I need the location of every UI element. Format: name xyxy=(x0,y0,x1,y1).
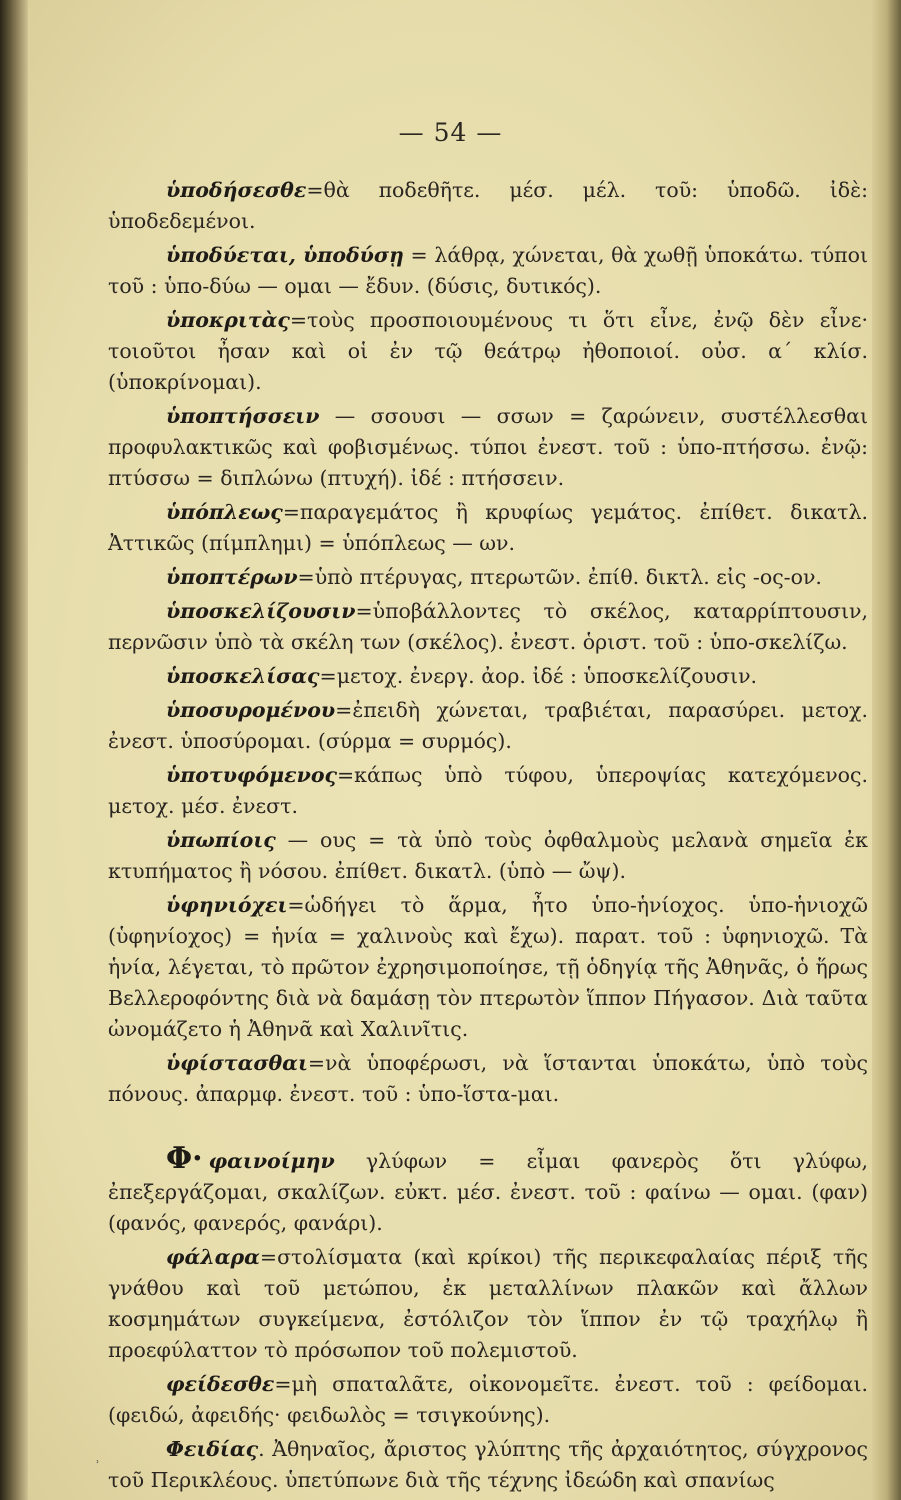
page-gutter xyxy=(0,0,28,1500)
entry-headword: ὑποδύεται, ὑποδύσῃ xyxy=(166,243,404,267)
entry-definition: =ἐπειδὴ χώνεται, τραβιέται, παρασύρει. μετοχ. ἐνεστ. ὑποσύρομαι. (σύρμα = συρμός). xyxy=(108,698,868,753)
glossary-entry xyxy=(108,695,868,757)
section-letter: Φ· xyxy=(166,1141,203,1176)
glossary-entry xyxy=(108,825,868,887)
phi-entries xyxy=(108,1143,868,1496)
entry-headword: ὑποσκελίσας xyxy=(166,664,320,688)
entry-headword: ὑφίστασθαι xyxy=(166,1051,308,1075)
page-number: — 54 — xyxy=(398,118,503,147)
entry-definition: . Ἀθηναῖος, ἄριστος γλύπτης τῆς ἀρχαιότητος, σύγχρονος τοῦ Περικλέους. ὑπετύπωνε διὰ τῆς τέχνης ἰδεώδη καὶ σπανίως xyxy=(108,1437,868,1492)
glossary-entry xyxy=(108,1048,868,1110)
entry-headword: ὑφηνιόχει xyxy=(166,893,288,917)
glossary-entry xyxy=(108,890,868,1045)
entry-headword: ὑποσυρομένου xyxy=(166,698,336,722)
glossary-text xyxy=(108,175,868,1499)
entry-headword: ὑπόπλεως xyxy=(166,500,283,524)
glossary-entry xyxy=(108,1434,868,1496)
entry-definition: =νὰ ὑποφέρωσι, νὰ ἵστανται ὑποκάτω, ὑπὸ τοὺς πόνους. ἀπαρμφ. ἐνεστ. τοῦ : ὑπο-ἵστα-μαι. xyxy=(108,1051,868,1106)
section-gap xyxy=(108,1113,868,1143)
glossary-entry xyxy=(108,1369,868,1431)
entry-definition: — σσουσι — σσων = ζαρώνειν, συστέλλεσθαι προφυλακτικῶς καὶ φοβισμένως. τύποι ἐνεστ. τοῦ : ὑπο-πτήσσω. ἐνῷ: πτύσσω = διπλώνω (πτυχή). ἰδέ : πτήσσειν. xyxy=(108,404,868,490)
entry-definition: =τοὺς προσποιουμένους τι ὅτι εἶνε, ἐνῷ δὲν εἶνε· τοιοῦτοι ἦσαν καὶ οἱ ἐν τῷ θεάτρῳ ἠθοποιοί. οὐσ. α΄ κλίσ. (ὑποκρίνομαι). xyxy=(108,308,868,394)
entry-definition: =στολίσματα (καὶ κρίκοι) τῆς περικεφαλαίας πέριξ τῆς γνάθου καὶ τοῦ μετώπου, ἐκ μεταλλίνων πλακῶν καὶ ἄλλων κοσμημάτων συγκείμενα, ἐστόλιζον τὸν ἵππον ἐν τῷ τραχήλῳ ἢ προεφύλαττον τὸ πρόσωπον τοῦ πολεμιστοῦ. xyxy=(108,1245,868,1362)
glossary-entry xyxy=(108,1143,868,1239)
glossary-entry xyxy=(108,760,868,822)
entry-headword: ὑποσκελίζουσιν xyxy=(166,599,356,623)
entry-definition: =κάπως ὑπὸ τύφου, ὑπεροψίας κατεχόμενος. μετοχ. μέσ. ἐνεστ. xyxy=(108,763,868,818)
glossary-entry xyxy=(108,401,868,494)
entry-definition: =παραγεμάτος ἢ κρυφίως γεμάτος. ἐπίθετ. δικατλ. Ἀττικῶς (πίμπλημι) = ὑπόπλεως — ων. xyxy=(108,500,868,555)
entry-definition: =θὰ ποδεθῆτε. μέσ. μέλ. τοῦ: ὑποδῶ. ἰδὲ: ὑποδεδεμένοι. xyxy=(108,178,868,233)
page-edge xyxy=(872,0,901,1500)
glossary-entry xyxy=(108,497,868,559)
entry-definition: — ους = τὰ ὑπὸ τοὺς ὀφθαλμοὺς μελανὰ σημεῖα ἐκ κτυπήματος ἢ νόσου. ἐπίθετ. δικατλ. (ὑπὸ — ὤψ). xyxy=(108,828,868,883)
glossary-entry xyxy=(108,661,868,692)
entry-headword: φάλαρα xyxy=(166,1245,260,1269)
glossary-entry xyxy=(108,562,868,593)
entry-headword: φείδεσθε xyxy=(166,1372,275,1396)
upsilon-entries xyxy=(108,175,868,1110)
glossary-entry xyxy=(108,175,868,237)
entry-definition: =ὑποβάλλοντες τὸ σκέλος, καταρρίπτουσιν, περνῶσιν ὑπὸ τὰ σκέλη των (σκέλος). ἐνεστ. ὁριστ. τοῦ : ὑπο-σκελίζω. xyxy=(108,599,868,654)
glossary-entry xyxy=(108,596,868,658)
entry-definition: =ὑπὸ πτέρυγας, πτερωτῶν. ἐπίθ. δικτλ. εἰς -ος-ον. xyxy=(297,565,822,589)
glossary-entry xyxy=(108,240,868,302)
entry-headword: ὑποκριτὰς xyxy=(166,308,290,332)
stray-mark: ʾ xyxy=(96,1458,100,1472)
entry-headword: φαινοίμην xyxy=(208,1149,335,1173)
glossary-entry xyxy=(108,1242,868,1366)
entry-definition: = λάθρᾳ, χώνεται, θὰ χωθῇ ὑποκάτω. τύποι τοῦ : ὑπο-δύω — ομαι — ἔδυν. (δύσις, δυτικός). xyxy=(108,243,869,298)
entry-headword: ὑπωπίοις xyxy=(166,828,276,852)
entry-headword: ὑποδήσεσθε xyxy=(166,178,307,202)
entry-headword: ὑποπτέρων xyxy=(166,565,298,589)
entry-headword: ὑποπτήσσειν xyxy=(166,404,320,428)
entry-definition: γλύφων = εἶμαι φανερὸς ὅτι γλύφω, ἐπεξεργάζομαι, σκαλίζων. εὐκτ. μέσ. ἐνεστ. τοῦ : φαίνω — ομαι. (φαν) (φανός, φανερός, φανάρι). xyxy=(108,1149,868,1235)
entry-headword: ὑποτυφόμενος xyxy=(166,763,337,787)
entry-definition: =ὡδήγει τὸ ἅρμα, ἦτο ὑπο-ἡνίοχος. ὑπο-ἡνιοχῶ (ὑφηνίοχος) = ἡνία = χαλινοὺς καὶ ἔχω). παρατ. τοῦ : ὑφηνιοχῶ. Τὰ ἡνία, λέγεται, τὸ πρῶτον ἐχρησιμοποίησε, τῇ ὁδηγίᾳ τῆς Ἀθηνᾶς, ὁ ἥρως Βελλεροφόντης διὰ νὰ δαμάσῃ τὸν πτερωτὸν ἵππον Πήγασον. Διὰ ταῦτα ὠνομάζετο ἡ Ἀθηνᾶ καὶ Χαλινῖτις. xyxy=(108,893,868,1041)
entry-definition: =μετοχ. ἐνεργ. ἀορ. ἰδέ : ὑποσκελίζουσιν. xyxy=(319,664,758,688)
entry-definition: =μὴ σπαταλᾶτε, οἰκονομεῖτε. ἐνεστ. τοῦ : φείδομαι. (φειδώ, ἀφειδής· φειδωλὸς = τσιγκούνης). xyxy=(108,1372,868,1427)
glossary-entry xyxy=(108,305,868,398)
entry-headword: Φειδίας xyxy=(166,1437,259,1461)
